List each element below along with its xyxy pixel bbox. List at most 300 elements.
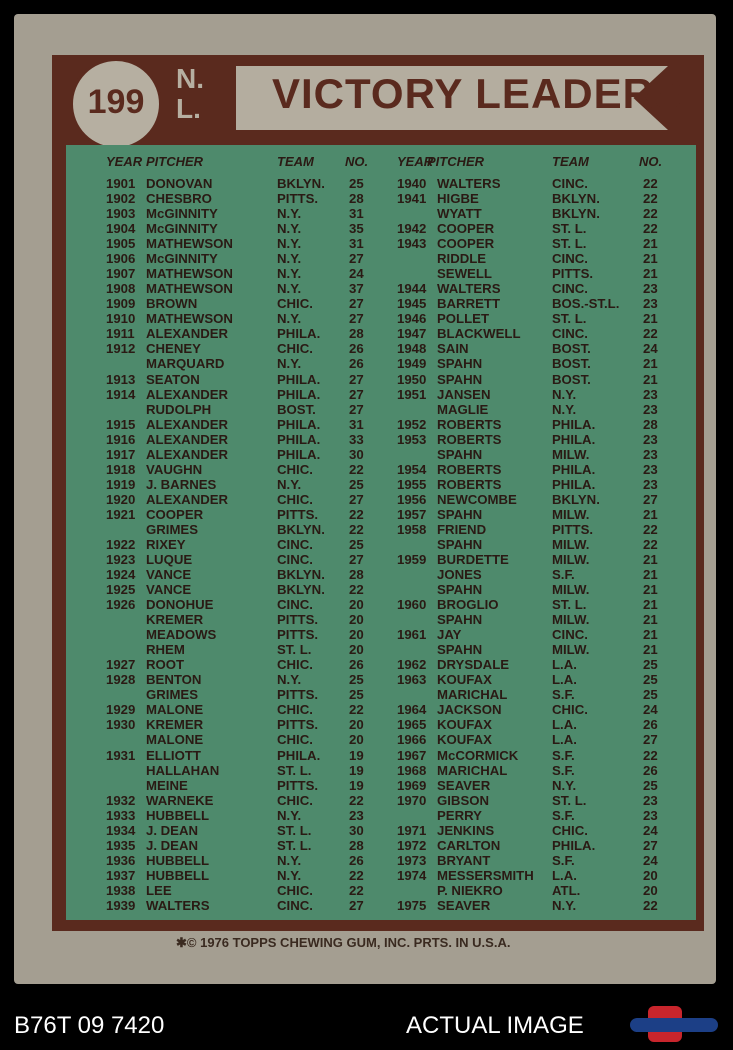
cell-team: ST. L. xyxy=(277,762,312,778)
table-row xyxy=(0,296,733,311)
cell-no: 22 xyxy=(643,536,658,552)
cell-pitcher: NEWCOMBE xyxy=(437,491,517,507)
cell-pitcher: MEADOWS xyxy=(146,627,217,643)
cell-pitcher: BENTON xyxy=(146,672,202,688)
cell-year: 1956 xyxy=(397,491,427,507)
cell-no: 24 xyxy=(643,702,658,718)
cell-pitcher: MAGLIE xyxy=(437,401,489,417)
cell-no: 22 xyxy=(349,702,364,718)
cell-pitcher: ALEXANDER xyxy=(146,446,229,462)
cell-no: 27 xyxy=(643,837,658,853)
table-row xyxy=(0,236,733,251)
cell-no: 37 xyxy=(349,281,364,297)
cell-pitcher: ROBERTS xyxy=(437,476,502,492)
cell-pitcher: GRIMES xyxy=(146,521,199,537)
cell-pitcher: KOUFAX xyxy=(437,717,492,733)
cell-pitcher: McCORMICK xyxy=(437,747,519,763)
cell-team: CINC. xyxy=(552,326,588,342)
cell-team: PHILA. xyxy=(277,747,321,763)
cell-pitcher: J. DEAN xyxy=(146,822,199,838)
cell-no: 25 xyxy=(643,672,658,688)
cell-pitcher: MESSERSMITH xyxy=(437,867,534,883)
cell-no: 27 xyxy=(349,371,364,387)
cell-team: PHILA. xyxy=(277,386,321,402)
cell-team: CHIC. xyxy=(277,461,313,477)
cell-year: 1929 xyxy=(106,702,136,718)
cell-no: 26 xyxy=(349,657,364,673)
cell-year: 1921 xyxy=(106,506,136,522)
cell-pitcher: McGINNITY xyxy=(146,251,218,267)
table-row xyxy=(0,372,733,387)
cell-no: 23 xyxy=(643,431,658,447)
cell-pitcher: SPAHN xyxy=(437,536,483,552)
cell-pitcher: MARICHAL xyxy=(437,687,508,703)
cell-year: 1923 xyxy=(106,552,136,567)
cell-year: 1939 xyxy=(106,897,136,913)
cell-pitcher: HALLAHAN xyxy=(146,762,220,778)
cell-team: CINC. xyxy=(552,176,588,191)
cell-year: 1973 xyxy=(397,852,427,868)
league-label: N. L. xyxy=(176,63,204,124)
cell-pitcher: MARQUARD xyxy=(146,356,225,372)
table-row xyxy=(0,387,733,402)
cell-team: ST. L. xyxy=(277,837,312,853)
cell-team: PITTS. xyxy=(277,687,319,703)
cell-year: 1955 xyxy=(397,476,427,492)
cell-year: 1974 xyxy=(397,867,427,883)
cell-team: S.F. xyxy=(552,567,575,583)
cell-no: 33 xyxy=(349,431,364,447)
deans-cards-logo xyxy=(628,1004,720,1044)
table-row xyxy=(0,341,733,356)
cell-team: CINC. xyxy=(277,597,313,613)
cell-team: ST. L. xyxy=(552,221,587,237)
cell-year: 1969 xyxy=(397,777,427,793)
cell-pitcher: HIGBE xyxy=(437,191,479,207)
cell-pitcher: McGINNITY xyxy=(146,221,218,237)
cell-pitcher: ELLIOTT xyxy=(146,747,201,763)
cell-no: 23 xyxy=(643,446,658,462)
cell-year: 1932 xyxy=(106,792,136,808)
cell-team: BKLYN. xyxy=(277,521,325,537)
table-row xyxy=(0,868,733,883)
cell-year: 1946 xyxy=(397,311,427,327)
cell-team: N.Y. xyxy=(277,807,302,823)
cell-pitcher: MATHEWSON xyxy=(146,311,233,327)
cell-no: 19 xyxy=(349,762,364,778)
cell-year: 1933 xyxy=(106,807,136,823)
cell-pitcher: McGINNITY xyxy=(146,206,218,222)
cell-pitcher: P. NIEKRO xyxy=(437,882,503,898)
cell-team: BKLYN. xyxy=(277,582,325,598)
cell-pitcher: CHESBRO xyxy=(146,191,212,207)
cell-year: 1966 xyxy=(397,732,427,748)
cell-year: 1907 xyxy=(106,266,136,282)
cell-team: BOS.-ST.L. xyxy=(552,296,620,312)
cell-no: 22 xyxy=(349,506,364,522)
table-row xyxy=(0,748,733,763)
cell-year: 1930 xyxy=(106,717,136,733)
header-year: YEAR xyxy=(106,154,143,169)
cell-year: 1911 xyxy=(106,326,135,342)
cell-team: N.Y. xyxy=(552,401,577,417)
cell-no: 23 xyxy=(643,296,658,312)
cell-team: N.Y. xyxy=(277,672,302,688)
cell-no: 23 xyxy=(643,281,658,297)
cell-no: 25 xyxy=(349,176,364,191)
cell-no: 22 xyxy=(349,792,364,808)
table-row xyxy=(0,717,733,732)
cell-no: 21 xyxy=(643,582,658,598)
table-row xyxy=(0,627,733,642)
table-row xyxy=(0,883,733,898)
cell-team: CHIC. xyxy=(552,702,588,718)
cell-pitcher: HUBBELL xyxy=(146,867,210,883)
cell-team: CHIC. xyxy=(277,732,313,748)
cell-year: 1901 xyxy=(106,176,136,191)
cell-year: 1902 xyxy=(106,191,136,207)
cell-team: ST. L. xyxy=(552,597,587,613)
cell-no: 22 xyxy=(349,867,364,883)
cell-pitcher: COOPER xyxy=(437,221,495,237)
cell-team: N.Y. xyxy=(552,897,577,913)
cell-team: CHIC. xyxy=(277,882,313,898)
cell-no: 22 xyxy=(643,221,658,237)
table-row xyxy=(0,432,733,447)
cell-pitcher: ALEXANDER xyxy=(146,416,229,432)
cell-team: N.Y. xyxy=(277,311,302,327)
cell-no: 21 xyxy=(643,356,658,372)
card-number: 199 xyxy=(87,83,145,121)
cell-no: 27 xyxy=(643,491,658,507)
cell-pitcher: SAIN xyxy=(437,341,469,357)
cell-team: N.Y. xyxy=(277,236,302,252)
header-team: TEAM xyxy=(552,154,589,169)
cell-no: 26 xyxy=(349,852,364,868)
cell-year: 1925 xyxy=(106,582,136,598)
cell-no: 30 xyxy=(349,822,364,838)
cell-team: PHILA. xyxy=(277,371,321,387)
cell-year: 1916 xyxy=(106,431,136,447)
cell-pitcher: J. BARNES xyxy=(146,476,217,492)
cell-year: 1924 xyxy=(106,567,136,583)
cell-team: CHIC. xyxy=(277,792,313,808)
cell-year: 1931 xyxy=(106,747,136,763)
table-row xyxy=(0,417,733,432)
cell-team: BOST. xyxy=(552,356,591,372)
cell-no: 19 xyxy=(349,747,364,763)
cell-team: ST. L. xyxy=(277,822,312,838)
cell-year: 1919 xyxy=(106,476,136,492)
cell-year: 1948 xyxy=(397,341,427,357)
cell-team: CINC. xyxy=(277,897,313,913)
cell-team: MILW. xyxy=(552,536,590,552)
cell-pitcher: WARNEKE xyxy=(146,792,214,808)
cell-pitcher: SEATON xyxy=(146,371,200,387)
cell-pitcher: ALEXANDER xyxy=(146,491,229,507)
cell-pitcher: WALTERS xyxy=(437,176,501,191)
cell-pitcher: MALONE xyxy=(146,702,204,718)
cell-year: 1961 xyxy=(397,627,427,643)
cell-year: 1959 xyxy=(397,552,427,567)
cell-team: ST. L. xyxy=(552,236,587,252)
cell-no: 25 xyxy=(643,777,658,793)
cell-pitcher: ALEXANDER xyxy=(146,386,229,402)
cell-pitcher: COOPER xyxy=(437,236,495,252)
cell-pitcher: SEWELL xyxy=(437,266,492,282)
cell-pitcher: KOUFAX xyxy=(437,672,492,688)
cell-pitcher: DONOVAN xyxy=(146,176,213,191)
table-row xyxy=(0,266,733,281)
cell-pitcher: LEE xyxy=(146,882,172,898)
cell-team: S.F. xyxy=(552,852,575,868)
cell-year: 1915 xyxy=(106,416,136,432)
cell-year: 1947 xyxy=(397,326,427,342)
cell-pitcher: PERRY xyxy=(437,807,482,823)
cell-year: 1968 xyxy=(397,762,427,778)
cell-pitcher: MARICHAL xyxy=(437,762,508,778)
cell-year: 1934 xyxy=(106,822,136,838)
cell-team: N.Y. xyxy=(277,266,302,282)
cell-no: 23 xyxy=(643,461,658,477)
cell-team: PITTS. xyxy=(277,777,319,793)
cell-no: 25 xyxy=(643,687,658,703)
cell-pitcher: SPAHN xyxy=(437,446,483,462)
cell-year: 1950 xyxy=(397,371,427,387)
cell-pitcher: WALTERS xyxy=(146,897,210,913)
cell-no: 25 xyxy=(643,657,658,673)
cell-pitcher: SPAHN xyxy=(437,612,483,628)
cell-pitcher: MALONE xyxy=(146,732,204,748)
cell-year: 1949 xyxy=(397,356,427,372)
cell-no: 27 xyxy=(349,311,364,327)
cell-team: N.Y. xyxy=(277,221,302,237)
cell-pitcher: ALEXANDER xyxy=(146,431,229,447)
cell-no: 20 xyxy=(349,627,364,643)
cell-year: 1952 xyxy=(397,416,427,432)
cell-no: 25 xyxy=(349,687,364,703)
cell-no: 23 xyxy=(643,792,658,808)
cell-pitcher: BARRETT xyxy=(437,296,501,312)
header-no: NO. xyxy=(639,154,663,169)
table-row xyxy=(0,853,733,868)
inventory-code: B76T 09 7420 xyxy=(14,1012,165,1039)
cell-no: 21 xyxy=(643,612,658,628)
cell-pitcher: LUQUE xyxy=(146,552,193,567)
cell-year: 1918 xyxy=(106,461,136,477)
cell-team: CINC. xyxy=(552,251,588,267)
cell-no: 22 xyxy=(643,176,658,191)
baseball-icon xyxy=(70,58,162,150)
cell-pitcher: ROOT xyxy=(146,657,185,673)
cell-team: CINC. xyxy=(552,281,588,297)
cell-pitcher: MATHEWSON xyxy=(146,236,233,252)
cell-no: 31 xyxy=(349,206,364,222)
cell-no: 19 xyxy=(349,777,364,793)
cell-team: PITTS. xyxy=(552,266,594,282)
cell-year: 1963 xyxy=(397,672,427,688)
table-row xyxy=(0,447,733,462)
cell-year: 1920 xyxy=(106,491,136,507)
cell-year: 1913 xyxy=(106,371,136,387)
cell-pitcher: COOPER xyxy=(146,506,204,522)
table-row xyxy=(0,311,733,326)
cell-pitcher: ROBERTS xyxy=(437,461,502,477)
cell-pitcher: MEINE xyxy=(146,777,188,793)
cell-team: PHILA. xyxy=(277,416,321,432)
cell-pitcher: DRYSDALE xyxy=(437,657,510,673)
cell-year: 1954 xyxy=(397,461,427,477)
cell-no: 28 xyxy=(643,416,658,432)
table-row xyxy=(0,221,733,236)
cell-team: PHILA. xyxy=(277,326,321,342)
table-row xyxy=(0,642,733,657)
cell-no: 24 xyxy=(643,341,658,357)
cell-year: 1965 xyxy=(397,717,427,733)
table-row xyxy=(0,522,733,537)
cell-team: PHILA. xyxy=(552,416,596,432)
cell-no: 22 xyxy=(349,521,364,537)
cell-pitcher: BRYANT xyxy=(437,852,491,868)
cell-year: 1970 xyxy=(397,792,427,808)
cell-year: 1914 xyxy=(106,386,136,402)
cell-no: 21 xyxy=(643,642,658,658)
cell-no: 26 xyxy=(349,341,364,357)
cell-no: 27 xyxy=(349,552,364,567)
cell-team: PHILA. xyxy=(552,461,596,477)
cell-team: ST. L. xyxy=(277,642,312,658)
cell-year: 1953 xyxy=(397,431,427,447)
cell-team: S.F. xyxy=(552,807,575,823)
cell-no: 25 xyxy=(349,672,364,688)
cell-team: S.F. xyxy=(552,747,575,763)
cell-pitcher: GIBSON xyxy=(437,792,490,808)
cell-pitcher: SPAHN xyxy=(437,582,483,598)
cell-team: BKLYN. xyxy=(552,206,600,222)
cell-year: 1922 xyxy=(106,536,136,552)
cell-no: 25 xyxy=(349,476,364,492)
cell-no: 28 xyxy=(349,191,364,207)
cell-team: CHIC. xyxy=(277,491,313,507)
cell-team: N.Y. xyxy=(277,852,302,868)
cell-team: CHIC. xyxy=(552,822,588,838)
cell-no: 20 xyxy=(349,597,364,613)
cell-team: L.A. xyxy=(552,672,577,688)
cell-no: 21 xyxy=(643,552,658,567)
cell-pitcher: RIDDLE xyxy=(437,251,487,267)
cell-team: L.A. xyxy=(552,867,577,883)
cell-no: 26 xyxy=(349,356,364,372)
cell-team: MILW. xyxy=(552,506,590,522)
cell-no: 20 xyxy=(643,882,658,898)
cell-team: MILW. xyxy=(552,612,590,628)
cell-no: 35 xyxy=(349,221,364,237)
cell-no: 21 xyxy=(643,311,658,327)
table-row xyxy=(0,702,733,717)
cell-pitcher: SEAVER xyxy=(437,897,491,913)
cell-year: 1936 xyxy=(106,852,136,868)
cell-team: N.Y. xyxy=(277,476,302,492)
cell-no: 27 xyxy=(349,386,364,402)
cell-team: N.Y. xyxy=(277,206,302,222)
table-row xyxy=(0,251,733,266)
cell-no: 21 xyxy=(643,506,658,522)
cell-pitcher: RUDOLPH xyxy=(146,401,212,417)
cell-team: N.Y. xyxy=(277,251,302,267)
cell-pitcher: VAUGHN xyxy=(146,461,203,477)
cell-no: 27 xyxy=(349,251,364,267)
cell-no: 21 xyxy=(643,567,658,583)
cell-year: 1938 xyxy=(106,882,136,898)
cell-year: 1957 xyxy=(397,506,427,522)
cell-no: 26 xyxy=(643,717,658,733)
cell-no: 28 xyxy=(349,326,364,342)
cell-no: 20 xyxy=(349,642,364,658)
cell-no: 23 xyxy=(643,807,658,823)
cell-pitcher: SPAHN xyxy=(437,356,483,372)
cell-no: 23 xyxy=(349,807,364,823)
cell-no: 20 xyxy=(349,732,364,748)
cell-team: N.Y. xyxy=(552,386,577,402)
cell-no: 30 xyxy=(349,446,364,462)
cell-pitcher: RHEM xyxy=(146,642,185,658)
cell-pitcher: CARLTON xyxy=(437,837,501,853)
cell-no: 21 xyxy=(643,371,658,387)
cell-year: 1909 xyxy=(106,296,136,312)
cell-pitcher: JENKINS xyxy=(437,822,495,838)
cell-no: 27 xyxy=(643,732,658,748)
cell-team: PITTS. xyxy=(277,717,319,733)
cell-no: 23 xyxy=(643,476,658,492)
table-row xyxy=(0,778,733,793)
table-row xyxy=(0,507,733,522)
cell-year: 1943 xyxy=(397,236,427,252)
cell-pitcher: KOUFAX xyxy=(437,732,492,748)
cell-team: ST. L. xyxy=(552,311,587,327)
table-row xyxy=(0,808,733,823)
cell-year: 1905 xyxy=(106,236,136,252)
table-row xyxy=(0,672,733,687)
cell-no: 22 xyxy=(643,206,658,222)
cell-pitcher: BROGLIO xyxy=(437,597,499,613)
cell-year: 1935 xyxy=(106,837,136,853)
cell-year: 1903 xyxy=(106,206,136,222)
header-year: YEAR xyxy=(397,154,434,169)
cell-team: CHIC. xyxy=(277,702,313,718)
cell-team: BKLYN. xyxy=(552,491,600,507)
cell-pitcher: JONES xyxy=(437,567,482,583)
cell-no: 22 xyxy=(643,326,658,342)
cell-no: 21 xyxy=(643,627,658,643)
cell-no: 21 xyxy=(643,251,658,267)
cell-pitcher: ROBERTS xyxy=(437,416,502,432)
table-row xyxy=(0,176,733,191)
copyright-line: ✱© 1976 TOPPS CHEWING GUM, INC. PRTS. IN U.S.A. xyxy=(176,935,511,950)
cell-team: PITTS. xyxy=(277,627,319,643)
cell-no: 26 xyxy=(643,762,658,778)
cell-pitcher: SPAHN xyxy=(437,371,483,387)
table-row xyxy=(0,763,733,778)
cell-pitcher: WALTERS xyxy=(437,281,501,297)
cell-no: 24 xyxy=(349,266,364,282)
cell-no: 27 xyxy=(349,491,364,507)
cell-no: 22 xyxy=(643,897,658,913)
cell-year: 1964 xyxy=(397,702,427,718)
cell-year: 1906 xyxy=(106,251,136,267)
cell-team: PHILA. xyxy=(552,431,596,447)
cell-pitcher: KREMER xyxy=(146,717,204,733)
cell-year: 1937 xyxy=(106,867,136,883)
